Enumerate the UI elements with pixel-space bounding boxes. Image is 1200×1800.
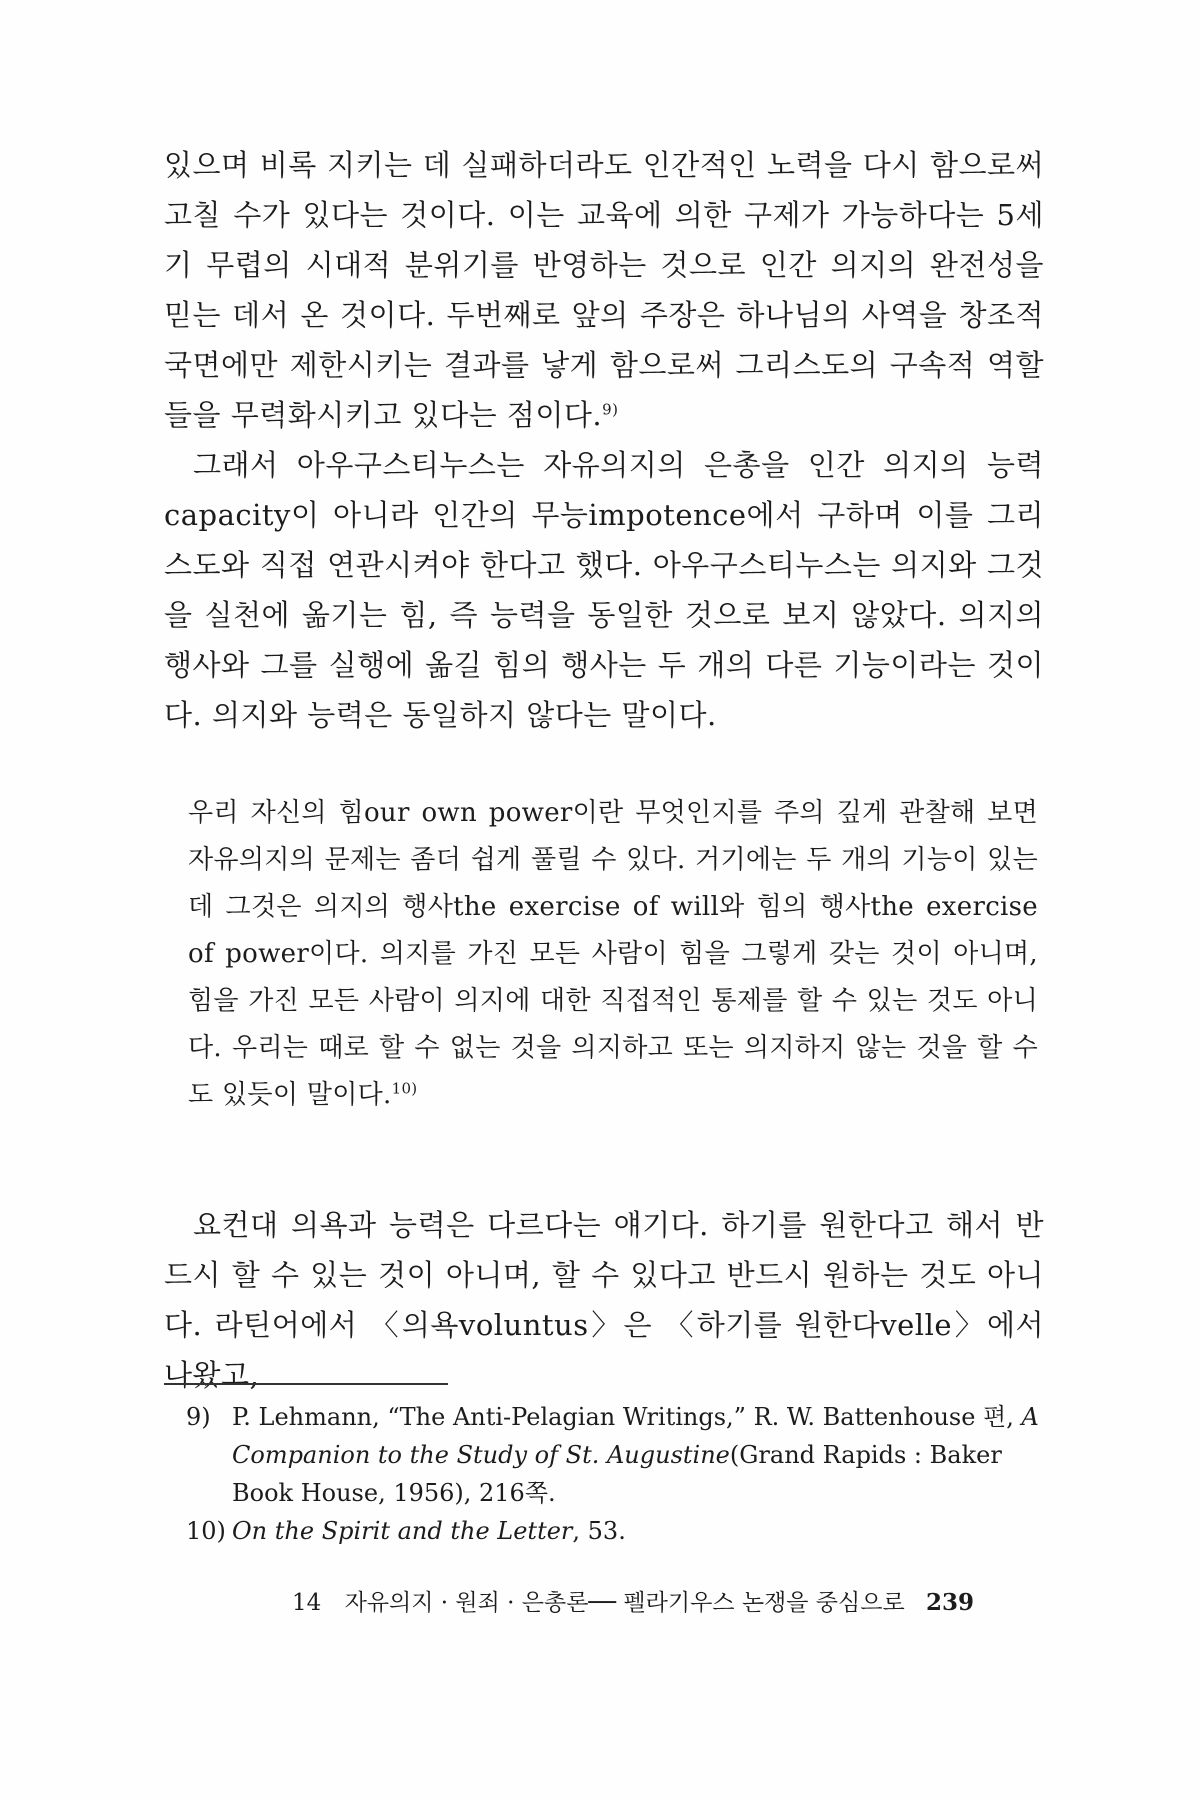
paragraph-1 [164,140,1044,440]
footnote-divider [164,1383,448,1385]
block-quote-text: 우리 자신의 힘our own power이란 무엇인지를 주의 깊게 관찰해 보면 자유의지의 문제는 좀더 쉽게 풀릴 수 있다. 거기에는 두 개의 기능이 있는데 그것은 의지의 행사the exercise of will와 힘의 행사the exercise of power이다. 의지를 가진 모든 사람이 힘을 그렇게 갖는 것이 아니며, 힘을 가진 모든 사람이 의지에 대한 직접적인 통제를 할 수 있는 것도 아니다. 우리는 때로 할 수 없는 것을 의지하고 또는 의지하지 않는 것을 할 수도 있듯이 말이다. [188,798,1038,1110]
footnote-publication: , 53. [572,1517,626,1545]
block-quote-paragraph [188,790,1038,1119]
footnote-ref-9: 9) [602,400,619,419]
paragraph-3 [164,1200,1044,1400]
footnote-number: 10) [186,1517,226,1545]
footnotes [186,1398,1046,1550]
footnote-number: 9) [186,1403,211,1431]
footnote-book-title: On the Spirit and the Letter [232,1517,573,1545]
paragraph-1-text: 있으며 비록 지키는 데 실패하더라도 인간적인 노력을 다시 함으로써 고칠 수가 있다는 것이다. 이는 교육에 의한 구제가 가능하다는 5세기 무렵의 시대적 분위기를 반영하는 것으로 인간 의지의 완전성을 믿는 데서 온 것이다. 두번째로 앞의 주장은 하나님의 사역을 창조적 국면에만 제한시키는 결과를 낳게 함으로써 그리스도의 구속적 역할들을 무력화시키고 있다는 점이다. [164,148,1044,432]
footnote-ref-10: 10) [391,1079,418,1098]
main-text [164,140,1044,740]
block-quote [188,790,1038,1119]
chapter-number: 14 [292,1590,322,1616]
page-number: 239 [925,1589,974,1616]
running-footer [292,1588,1052,1618]
footnote-10 [186,1512,1046,1550]
chapter-title: 자유의지 · 원죄 · 은총론── 펠라기우스 논쟁을 중심으로 [344,1590,905,1616]
footnote-publication: (Grand Rapids : Baker Book House, 1956), 216쪽. [232,1441,1002,1507]
footnote-9 [186,1398,1046,1512]
paragraph-3-text: 요컨대 의욕과 능력은 다르다는 얘기다. 하기를 원한다고 해서 반드시 할 수 있는 것이 아니며, 할 수 있다고 반드시 원하는 것도 아니다. 라틴어에서 〈의욕voluntus〉은 〈하기를 원한다velle〉에서 나왔고, [164,1208,1044,1392]
paragraph-2: 그래서 아우구스티누스는 자유의지의 은총을 인간 의지의 능력capacity이 아니라 인간의 무능impotence에서 구하며 이를 그리스도와 직접 연관시켜야 한다고 했다. 아우구스티누스는 의지와 그것을 실천에 옮기는 힘, 즉 능력을 동일한 것으로 보지 않았다. 의지의 행사와 그를 실행에 옮길 힘의 행사는 두 개의 다른 기능이라는 것이다. 의지와 능력은 동일하지 않다는 말이다. [164,448,1044,732]
footnote-book-title: A Companion to the Study of St. Augustine [232,1403,1039,1469]
footnote-text: P. Lehmann, “The Anti-Pelagian Writings,” R. W. Battenhouse 편, [232,1403,1022,1431]
